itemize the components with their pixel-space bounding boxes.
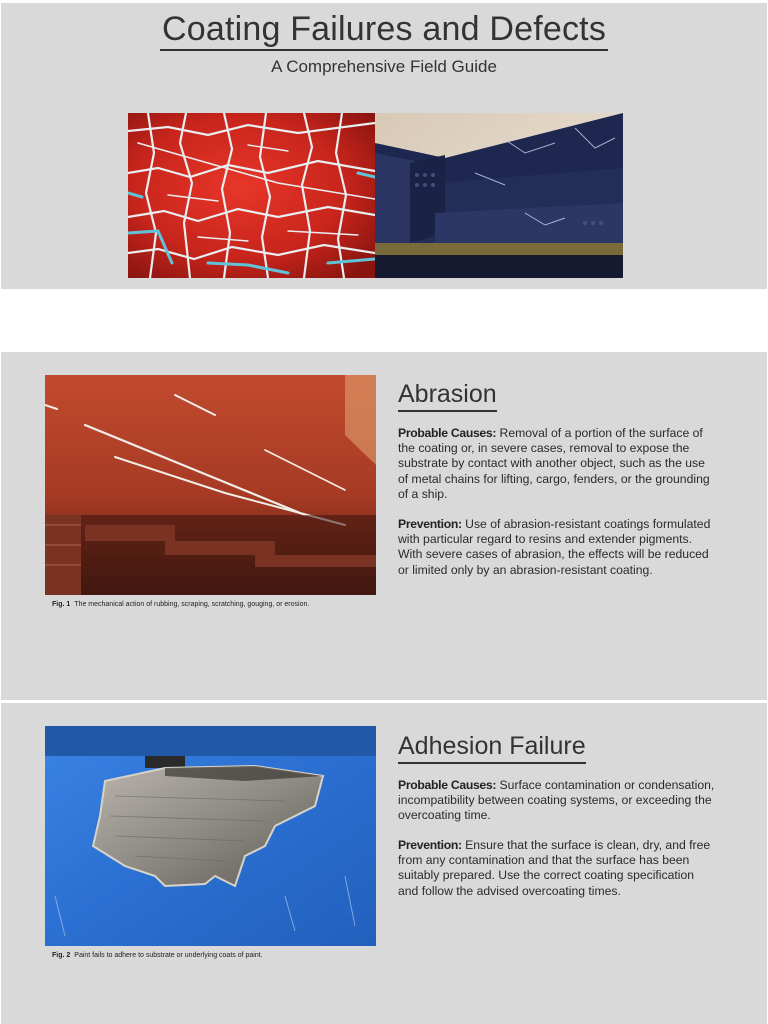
figure-caption: Fig. 1 The mechanical action of rubbing, scraping, scratching, gouging, or erosion. bbox=[52, 601, 310, 608]
steel-beam-photo bbox=[375, 113, 623, 278]
hero-banner bbox=[1, 3, 767, 289]
page-subtitle: A Comprehensive Field Guide bbox=[271, 57, 497, 76]
abrasion-section bbox=[1, 352, 767, 700]
probable-causes-text: Probable Causes: Removal of a portion of the surface of the coating or, in severe cases, removal to expose the substrate by contact with another object, such as the use of metal chains for lifting, cargo, fenders, or the grounding of a ship. bbox=[398, 426, 710, 501]
adhesion-failure-photo bbox=[45, 726, 376, 946]
figure-caption: Fig. 2 Paint fails to adhere to substrate or underlying coats of paint. bbox=[52, 952, 263, 959]
section-heading: Adhesion Failure bbox=[398, 731, 586, 764]
prevention-text: Prevention: Ensure that the surface is clean, dry, and free from any contamination and that the surface has been suitably prepared. Use the correct coating specification and follow the advised overcoating times. bbox=[398, 838, 711, 898]
abrasion-photo bbox=[45, 375, 376, 595]
section-heading: Abrasion bbox=[398, 379, 497, 412]
adhesion-failure-section bbox=[1, 703, 767, 1024]
cracked-paint-photo bbox=[128, 113, 375, 278]
page-title: Coating Failures and Defects bbox=[1, 9, 767, 51]
prevention-text: Prevention: Use of abrasion-resistant coatings formulated with particular regard to resins and extender pigments. With severe cases of abrasion, the effects will be reduced or limited only by an abrasion-resistant coating. bbox=[398, 517, 711, 577]
probable-causes-text: Probable Causes: Surface contamination or condensation, incompatibility between coating systems, or exceeding the overcoating time. bbox=[398, 778, 715, 823]
